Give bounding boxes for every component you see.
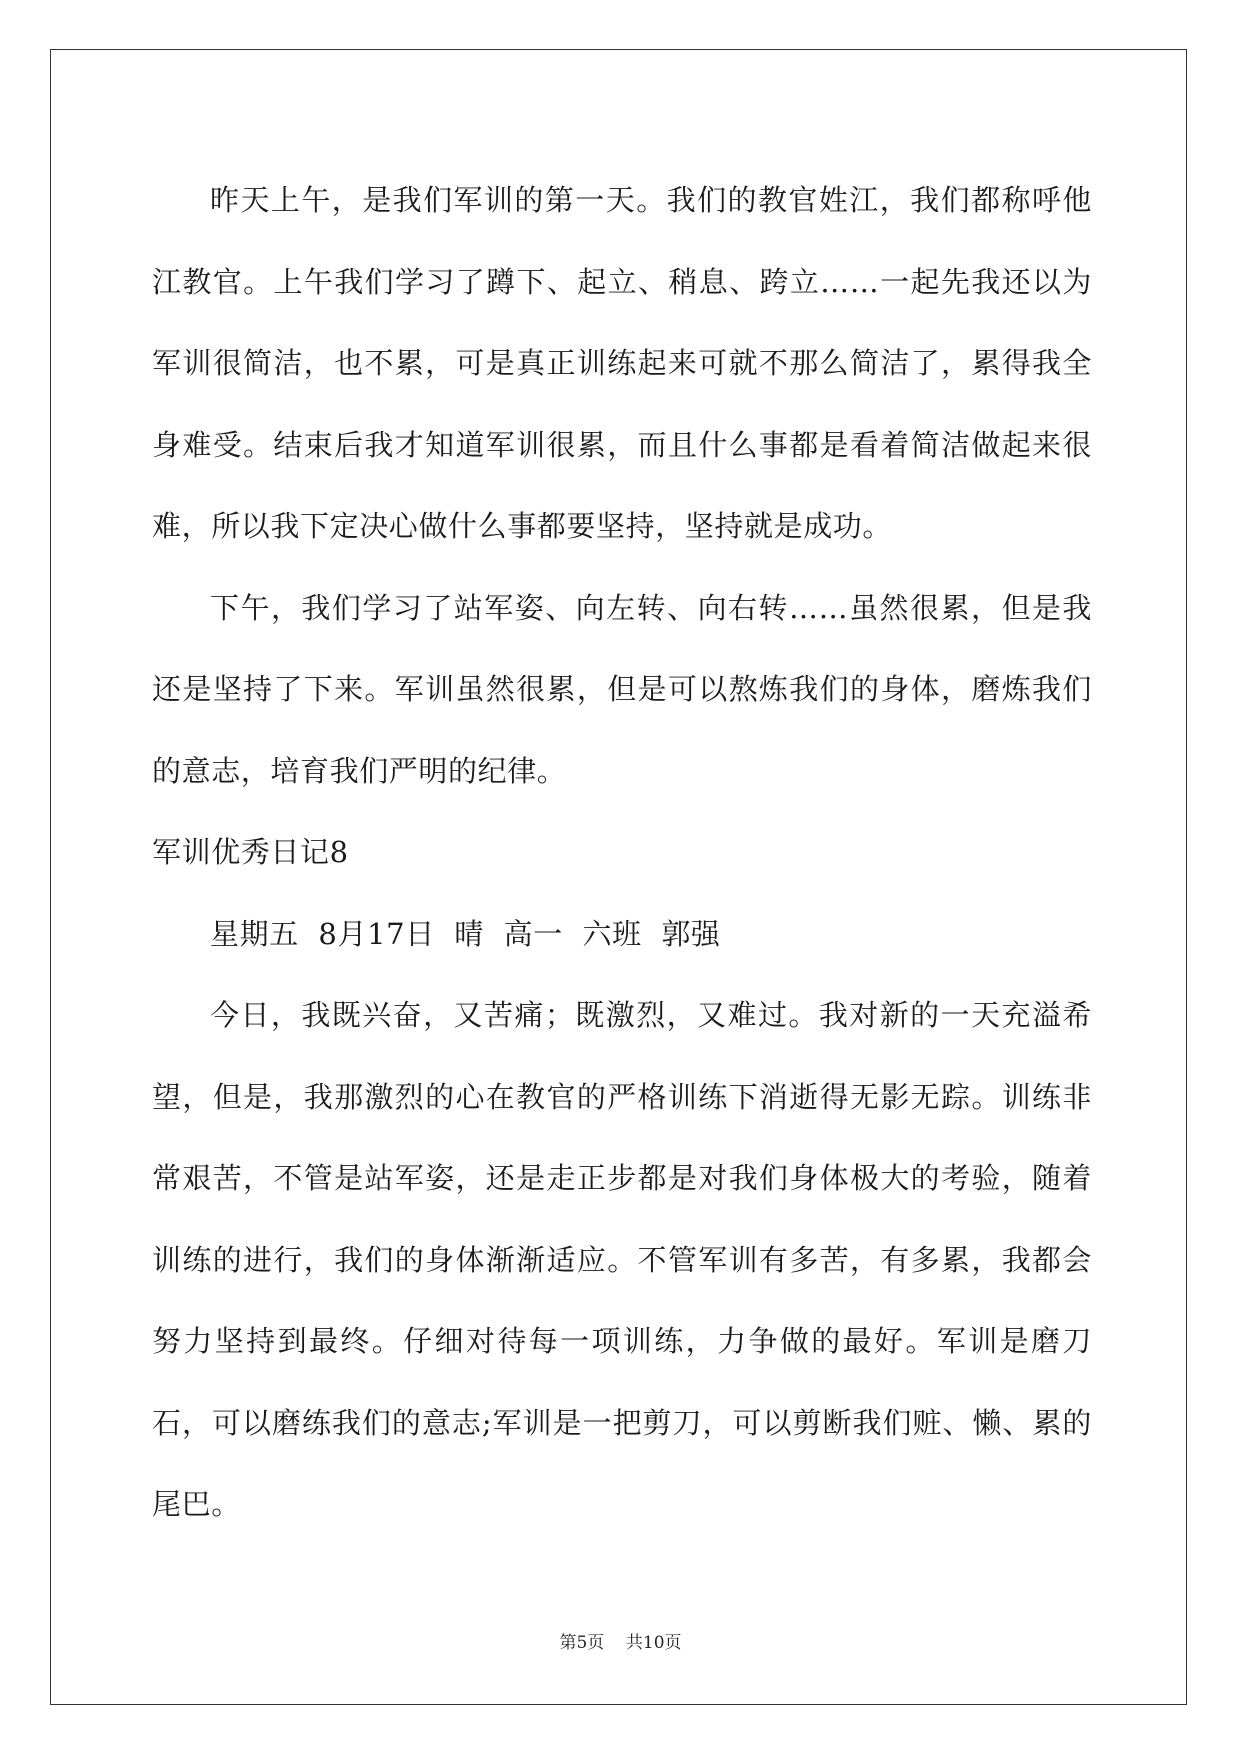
document-body (152, 160, 1092, 1546)
diary-meta-line: 星期五 8月17日 晴 高一 六班 郭强 (210, 916, 721, 951)
page-number: 第5页 共10页 (559, 1633, 682, 1653)
paragraph: 下午，我们学习了站军姿、向左转、向右转……虽然很累，但是我还是坚持了下来。军训虽然很累，但是可以熬炼我们的身体，磨炼我们的意志，培育我们严明的纪律。 (152, 590, 1092, 788)
section-title: 军训优秀日记8 (152, 835, 349, 869)
paragraph: 今日，我既兴奋，又苦痛；既激烈，又难过。我对新的一天充溢希望，但是，我那激烈的心在教官的严格训练下消逝得无影无踪。训练非常艰苦，不管是站军姿，还是走正步都是对我们身体极大的考验，随着训练的进行，我们的身体渐渐适应。不管军训有多苦，有多累，我都会努力坚持到最终。仔细对待每一项训练，力争做的最好。军训是磨刀石，可以磨练我们的意志;军训是一把剪刀，可以剪断我们赃、懒、累的尾巴。 (152, 998, 1092, 1521)
paragraph: 昨天上午，是我们军训的第一天。我们的教官姓江，我们都称呼他江教官。上午我们学习了蹲下、起立、稍息、跨立……一起先我还以为军训很简洁，也不累，可是真正训练起来可就不那么简洁了，累得我全身难受。结束后我才知道军训很累，而且什么事都是看着简洁做起来很难，所以我下定决心做什么事都要坚持，坚持就是成功。 (152, 183, 1092, 543)
